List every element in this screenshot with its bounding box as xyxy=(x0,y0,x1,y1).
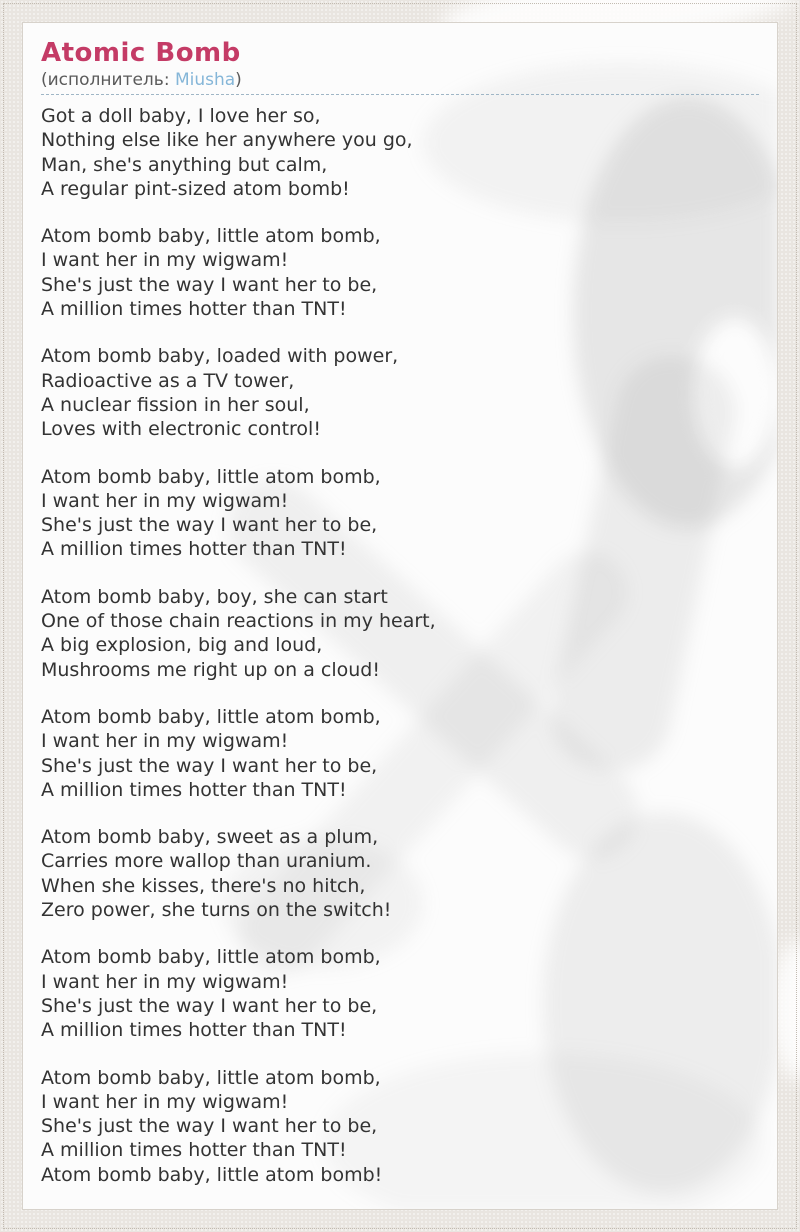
lyric-line: A regular pint-sized atom bomb! xyxy=(41,177,350,200)
lyric-stanza xyxy=(41,344,759,441)
lyric-line: I want her in my wigwam! xyxy=(41,249,289,272)
lyric-line: A million times hotter than TNT! xyxy=(41,778,347,801)
lyric-line: I want her in my wigwam! xyxy=(41,970,289,993)
lyric-line: She's just the way I want her to be, xyxy=(41,994,378,1017)
lyric-line: Man, she's anything but calm, xyxy=(41,153,328,176)
lyric-line: I want her in my wigwam! xyxy=(41,489,289,512)
lyric-line: Carries more wallop than uranium. xyxy=(41,850,372,873)
lyric-line: Atom bomb baby, sweet as a plum, xyxy=(41,826,379,849)
artist-label-prefix: (исполнитель: xyxy=(41,70,175,90)
lyric-stanza xyxy=(41,705,759,802)
lyric-line: Loves with electronic control! xyxy=(41,418,321,441)
lyric-line: One of those chain reactions in my heart, xyxy=(41,610,436,633)
artist-line xyxy=(41,69,759,95)
lyric-line: I want her in my wigwam! xyxy=(41,730,289,753)
lyric-line: Zero power, she turns on the switch! xyxy=(41,899,392,922)
lyric-line: I want her in my wigwam! xyxy=(41,1090,289,1113)
lyric-line: A million times hotter than TNT! xyxy=(41,298,347,321)
lyric-line: A million times hotter than TNT! xyxy=(41,538,347,561)
lyric-line: Atom bomb baby, little atom bomb, xyxy=(41,465,381,488)
lyric-stanza xyxy=(41,104,759,201)
lyric-line: Atom bomb baby, little atom bomb! xyxy=(41,1163,383,1186)
artist-link[interactable]: Miusha xyxy=(174,70,236,90)
lyric-stanza xyxy=(41,224,759,321)
lyric-stanza xyxy=(41,825,759,922)
lyric-line: Atom bomb baby, little atom bomb, xyxy=(41,225,381,248)
lyric-line: A million times hotter than TNT! xyxy=(41,1139,347,1162)
artist-label-suffix: ) xyxy=(235,70,242,90)
lyric-line: A nuclear fission in her soul, xyxy=(41,393,310,416)
lyric-line: Radioactive as a TV tower, xyxy=(41,369,295,392)
lyric-line: Atom bomb baby, little atom bomb, xyxy=(41,705,381,728)
lyric-stanza xyxy=(41,585,759,682)
lyric-stanza xyxy=(41,1066,759,1187)
lyric-line: She's just the way I want her to be, xyxy=(41,514,378,537)
page-title: Atomic Bomb xyxy=(41,38,241,68)
lyric-stanza xyxy=(41,465,759,562)
lyric-line: She's just the way I want her to be, xyxy=(41,273,378,296)
lyric-line: She's just the way I want her to be, xyxy=(41,754,378,777)
lyric-line: Atom bomb baby, little atom bomb, xyxy=(41,1066,381,1089)
lyric-line: Atom bomb baby, boy, she can start xyxy=(41,585,388,608)
card-content xyxy=(23,23,777,1187)
lyric-line: Got a doll baby, I love her so, xyxy=(41,105,321,127)
lyric-line: She's just the way I want her to be, xyxy=(41,1115,378,1138)
lyric-line: A big explosion, big and loud, xyxy=(41,634,323,657)
lyric-line: Atom bomb baby, little atom bomb, xyxy=(41,946,381,969)
lyrics-card xyxy=(22,22,778,1210)
lyric-line: Atom bomb baby, loaded with power, xyxy=(41,345,399,368)
lyric-line: Nothing else like her anywhere you go, xyxy=(41,129,413,152)
lyric-line: A million times hotter than TNT! xyxy=(41,1019,347,1042)
lyric-stanza xyxy=(41,945,759,1042)
lyric-line: When she kisses, there's no hitch, xyxy=(41,874,366,897)
lyric-line: Mushrooms me right up on a cloud! xyxy=(41,658,380,681)
lyrics xyxy=(41,104,759,1187)
